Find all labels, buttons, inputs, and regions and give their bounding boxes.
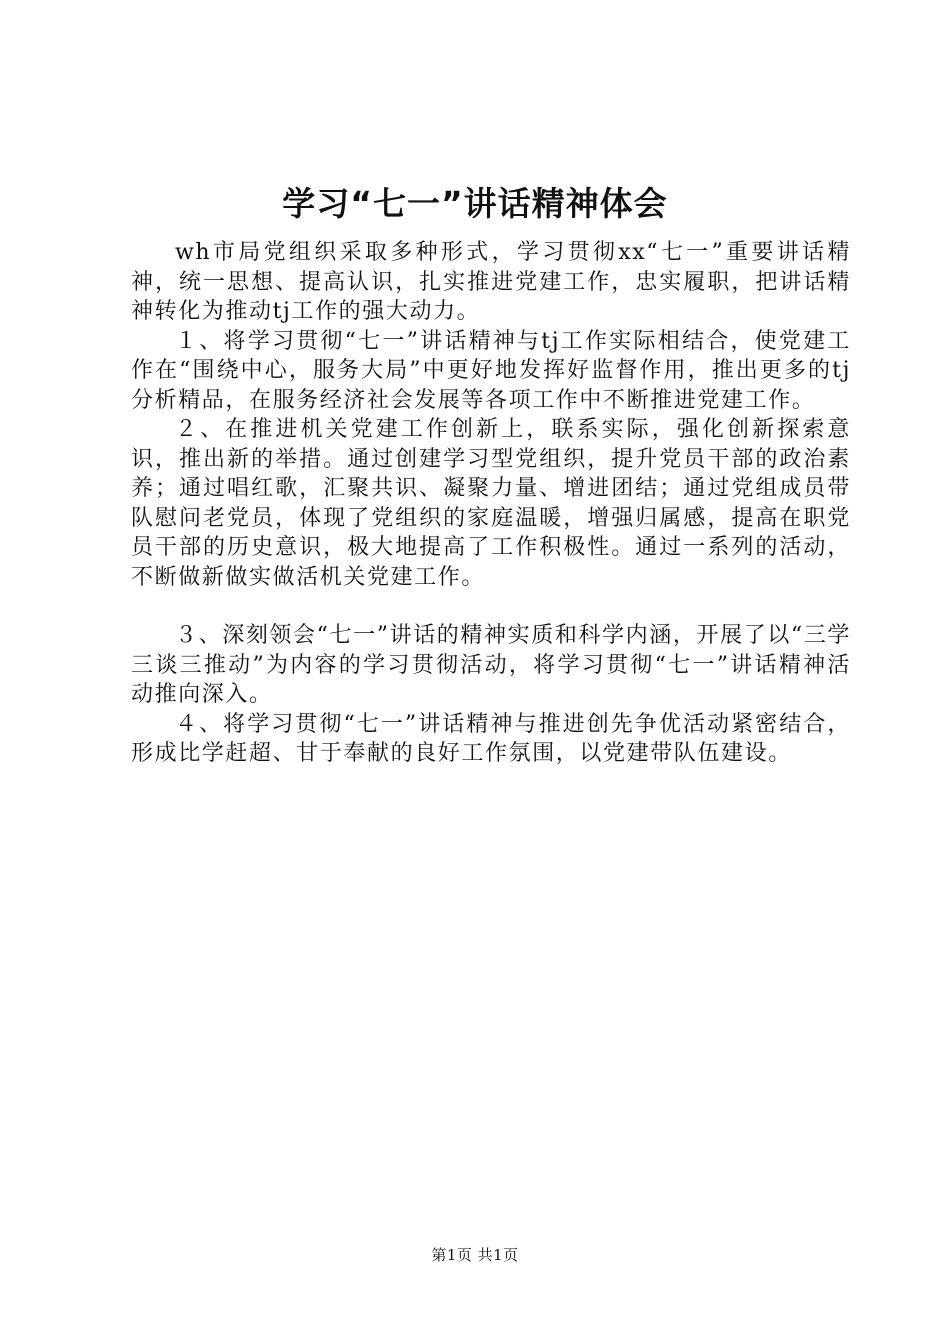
paragraph-point-3: ３、深刻领会“七一”讲话的精神实质和科学内涵，开展了以“三学三谈三推动”为内容的学习贯彻活动，将学习贯彻“七一”讲话精神活动推向深入。 (131, 623, 851, 707)
document-title: 学习“七一”讲话精神体会 (282, 184, 668, 223)
paragraph-point-4: ４、将学习贯彻“七一”讲话精神与推进创先争优活动紧密结合，形成比学赶超、甘于奉献的良好工作氛围，以党建带队伍建设。 (131, 711, 851, 766)
paragraph-point-2: ２、在推进机关党建工作创新上，联系实际，强化创新探索意识，推出新的举措。通过创建学习型党组织，提升党员干部的政治素养；通过唱红歌，汇聚共识、凝聚力量、增进团结；通过党组成员带队慰问老党员，体现了党组织的家庭温暖，增强归属感，提高在职党员干部的历史意识，极大地提高了工作积极性。通过一系列的活动，不断做新做实做活机关党建工作。 (131, 417, 851, 590)
page-footer: 第1页 共1页 (431, 1246, 519, 1264)
document-body (131, 238, 851, 769)
paragraph-intro: wh市局党组织采取多种形式，学习贯彻xx“七一”重要讲话精神，统一思想、提高认识，扎实推进党建工作，忠实履职，把讲话精神转化为推动tj工作的强大动力。 (131, 240, 851, 324)
paragraph-point-1: １、将学习贯彻“七一”讲话精神与tj工作实际相结合，使党建工作在“围绕中心，服务大局”中更好地发挥好监督作用，推出更多的tj分析精品，在服务经济社会发展等各项工作中不断推进党建工作。 (131, 328, 851, 413)
